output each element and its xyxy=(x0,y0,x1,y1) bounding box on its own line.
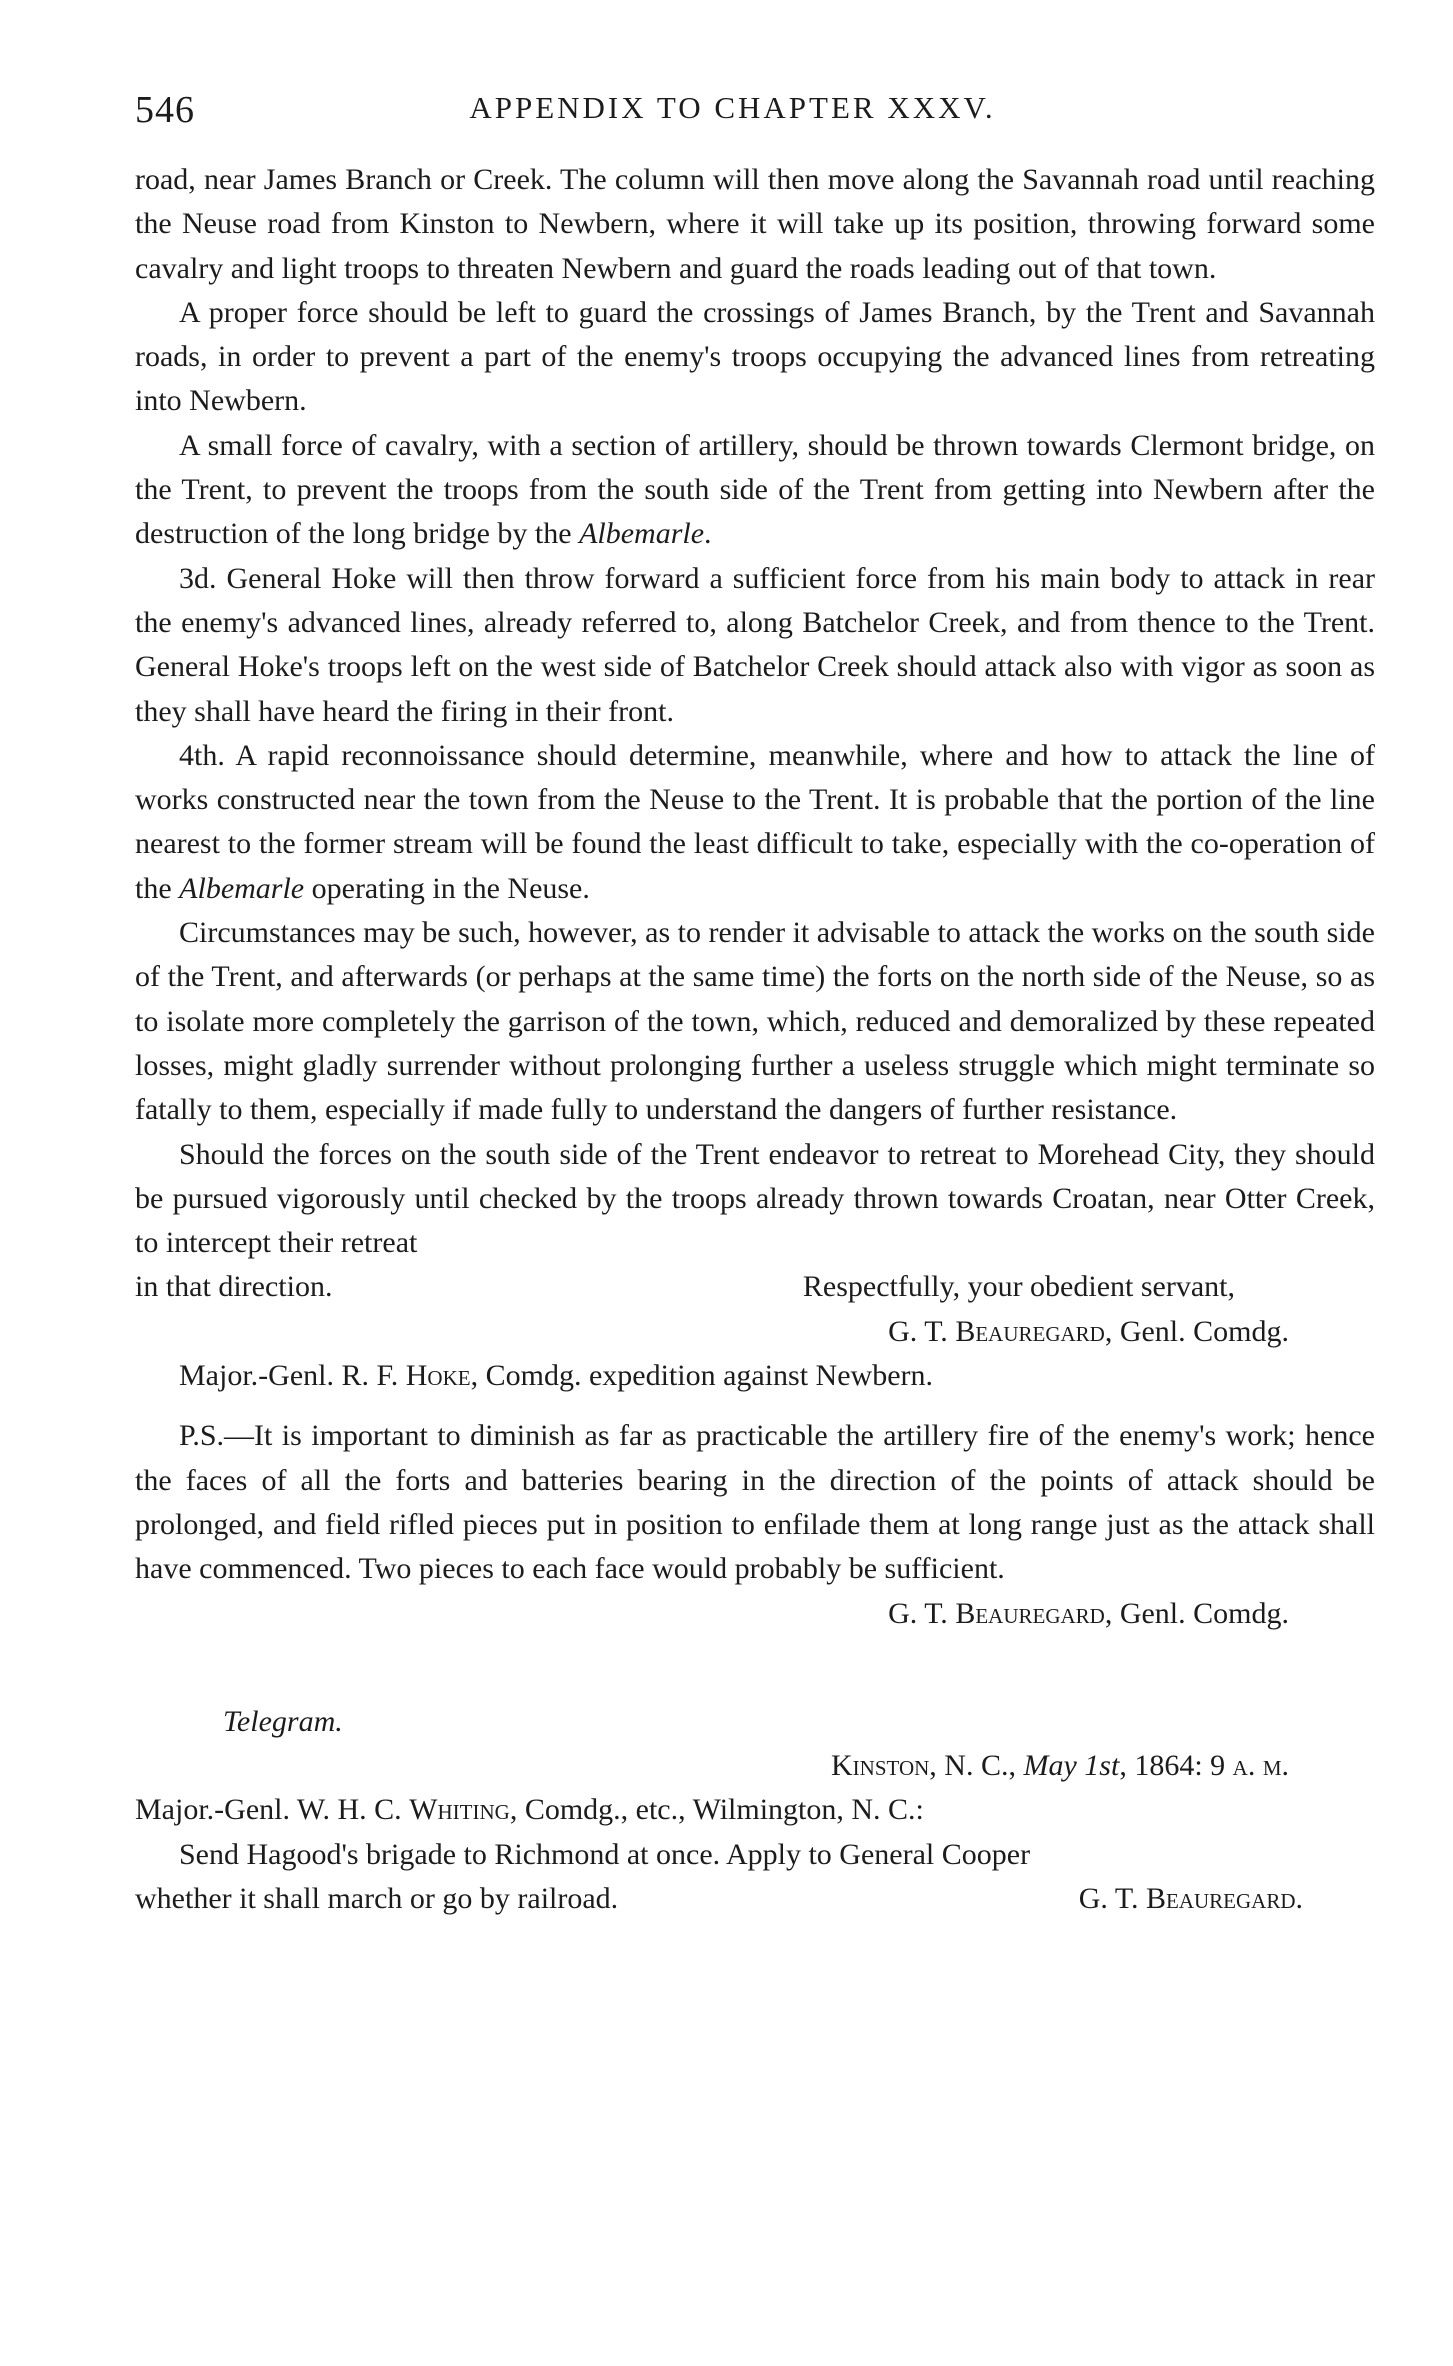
closing-left: in that direction. xyxy=(135,1270,333,1304)
telegram-addressee-rest: , Comdg., etc., Wilmington, N. C.: xyxy=(509,1793,924,1827)
page-number: 546 xyxy=(135,89,195,131)
telegram-place: Kinston xyxy=(831,1749,930,1783)
paragraph-circumstances: Circumstances may be such, however, as to render it advisable to attack the works on the south side of the Trent, and afterwards (or perhaps at the same time) the forts on the north side of the Neuse, so as to isolate more completely the garrison of the town, which, reduced and demoralized by these repeated losses, might gladly surrender without prolonging further a useless struggle which might terminate so fatally to them, especially if made fully to understand the dangers of further resistance. xyxy=(135,916,1375,1127)
cavalry-text-end: . xyxy=(704,517,712,551)
signature-title: , Genl. Comdg. xyxy=(1104,1596,1289,1630)
telegram-addressee-name: Whiting xyxy=(409,1793,510,1827)
telegram-addressee xyxy=(135,1788,1375,1832)
paragraph-james-branch: A proper force should be left to guard the crossings of James Branch, by the Trent and Savannah roads, in order to prevent a part of the enemy's troops occupying the advanced lines from retreating into Newbern. xyxy=(135,295,1375,418)
telegram-label: Telegram. xyxy=(223,1704,343,1738)
signature xyxy=(135,1592,1375,1636)
signature-name: Beauregard xyxy=(955,1596,1105,1630)
telegram-last-line xyxy=(135,1877,1375,1921)
addressee-prefix: Major.-Genl. R. F. xyxy=(179,1359,406,1393)
signature-title: , Genl. Comdg. xyxy=(1104,1314,1289,1348)
fourth-text: 4th. A rapid reconnoissance should determine, meanwhile, where and how to attack the line of works constructed near the town from the Neuse to the Trent. It is probable that the portion of the line nearest to the former stream will be found the least difficult to take, especially with the co-operation of the xyxy=(135,738,1375,905)
telegram-signature-name: Beauregard xyxy=(1145,1881,1296,1915)
telegram-date: May 1st xyxy=(1023,1749,1120,1783)
telegram-signature-end: . xyxy=(1295,1881,1303,1915)
telegram-am: a. m. xyxy=(1232,1749,1289,1783)
closing-right: Respectfully, your obedient servant, xyxy=(802,1270,1235,1304)
vessel-name: Albemarle xyxy=(579,517,705,551)
signature-name: Beauregard xyxy=(955,1314,1105,1348)
paragraph-fourth xyxy=(135,734,1375,911)
telegram-dateline xyxy=(135,1744,1375,1788)
paragraph-third: 3d. General Hoke will then throw forward a sufficient force from his main body to attack in rear the enemy's advanced lines, already referred to, along Batchelor Creek, and from thence to the Trent. General Hoke's troops left on the west side of Batchelor Creek should attack also with vigor as soon as they shall have heard the firing in their front. xyxy=(135,561,1375,728)
addressee-name: Hoke xyxy=(405,1359,471,1393)
telegram-message: Send Hagood's brigade to Richmond at once. Apply to General Cooper xyxy=(179,1837,1031,1871)
fourth-text-end: operating in the Neuse. xyxy=(304,871,590,905)
telegram-signature-initials: G. T. xyxy=(1078,1881,1146,1915)
telegram-signature xyxy=(1079,1877,1375,1921)
signature-initials: G. T. xyxy=(888,1596,956,1630)
closing-line xyxy=(135,1265,1375,1309)
postscript: P.S.—It is important to diminish as far as practicable the artillery fire of the enemy's work; hence the faces of all the forts and batteries bearing in the direction of the points of attack should be prolonged, and field rifled pieces put in position to enfilade them at long range just as the attack shall have commenced. Two pieces to each face would probably be sufficient. xyxy=(135,1419,1375,1586)
signature-initials: G. T. xyxy=(888,1314,956,1348)
page-header xyxy=(135,88,1330,138)
paragraph-retreat: Should the forces on the south side of the Trent endeavor to retreat to Morehead City, they should be pursued vigorously until checked by the troops already thrown towards Croatan, near Otter Creek, to intercept their retreat xyxy=(135,1137,1375,1260)
telegram-place-rest: , N. C., xyxy=(929,1749,1024,1783)
addressee-rest: , Comdg. expedition against Newbern. xyxy=(470,1359,934,1393)
cavalry-text: A small force of cavalry, with a section of artillery, should be thrown towards Clermont bridge, on the Trent, to prevent the troops from the south side of the Trent from getting into Newbern after the destruction of the long bridge by the xyxy=(135,428,1375,551)
signature xyxy=(135,1310,1375,1354)
paragraph-cavalry xyxy=(135,424,1375,557)
vessel-name: Albemarle xyxy=(179,871,305,905)
telegram-time: , 1864: 9 xyxy=(1119,1749,1233,1783)
addressee xyxy=(135,1354,1375,1398)
running-head: APPENDIX TO CHAPTER XXXV. xyxy=(469,90,996,125)
page-body xyxy=(135,158,1375,1921)
paragraph-savannah-road: road, near James Branch or Creek. The column will then move along the Savannah road until reaching the Neuse road from Kinston to Newbern, where it will take up its position, throwing forward some cavalry and light troops to threaten Newbern and guard the roads leading out of that town. xyxy=(135,163,1375,285)
telegram-addressee-prefix: Major.-Genl. W. H. C. xyxy=(135,1793,410,1827)
telegram-message-end: whether it shall march or go by railroad. xyxy=(135,1881,619,1915)
